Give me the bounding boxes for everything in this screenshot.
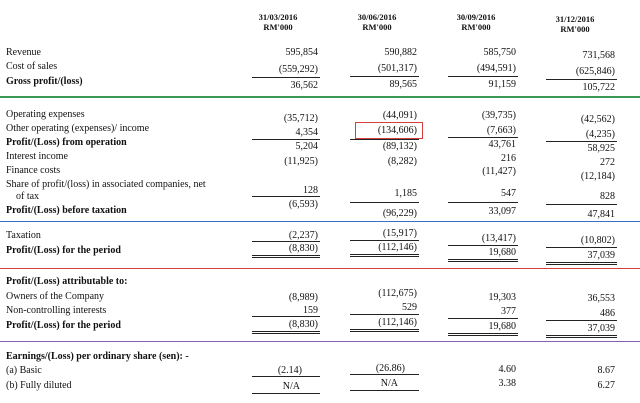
double-underline bbox=[350, 329, 419, 332]
underline bbox=[448, 202, 518, 203]
cell-owners-q1: (8,989) bbox=[288, 292, 318, 303]
cell-cost-of-sales-q3: (494,591) bbox=[476, 63, 516, 74]
underline bbox=[350, 202, 419, 203]
underline bbox=[350, 390, 419, 391]
cell-profit-for-period-2-q3: 19,680 bbox=[488, 321, 516, 332]
row-label-profit-from-operation: Profit/(Loss) from operation bbox=[6, 137, 127, 148]
row-label-share-associates-cont: of tax bbox=[16, 191, 40, 202]
col-header-date: 31/03/2016 bbox=[258, 12, 298, 22]
underline bbox=[350, 314, 419, 315]
cell-interest-income-q3: 216 bbox=[501, 153, 516, 164]
col-header-unit: RM'000 bbox=[461, 22, 491, 32]
section-separator-purple bbox=[0, 341, 640, 342]
cell-profit-before-tax-q3: 33,097 bbox=[488, 206, 516, 217]
cell-taxation-q2: (15,917) bbox=[382, 228, 417, 239]
underline bbox=[252, 196, 320, 197]
double-underline bbox=[546, 262, 617, 265]
row-label-gross-profit: Gross profit/(loss) bbox=[6, 76, 83, 87]
cell-profit-for-period-2-q4: 37,039 bbox=[587, 323, 615, 334]
underline bbox=[546, 141, 617, 142]
double-underline bbox=[350, 254, 419, 257]
cell-profit-for-period-q3: 19,680 bbox=[488, 247, 516, 258]
cell-fully-diluted-q3: 3.38 bbox=[498, 378, 516, 389]
cell-interest-income-q1: (11,925) bbox=[284, 156, 318, 167]
cell-owners-q4: 36,553 bbox=[587, 293, 615, 304]
col-header-unit: RM'000 bbox=[263, 22, 293, 32]
cell-profit-for-period-2-q1: (8,830) bbox=[288, 319, 318, 330]
row-label-profit-for-period-2: Profit/(Loss) for the period bbox=[6, 320, 121, 331]
cell-taxation-q4: (10,802) bbox=[580, 235, 615, 246]
cell-cost-of-sales-q2: (501,317) bbox=[377, 63, 417, 74]
cell-share-associates-q1: 128 bbox=[303, 185, 318, 196]
cell-gross-profit-q4: 105,722 bbox=[582, 82, 615, 93]
cell-basic-q4: 8.67 bbox=[597, 365, 615, 376]
cell-basic-q2: (26.86) bbox=[375, 363, 405, 374]
col-header-3 bbox=[436, 12, 516, 32]
row-label-cost-of-sales: Cost of sales bbox=[6, 61, 58, 72]
cell-gross-profit-q3: 91,159 bbox=[488, 79, 516, 90]
double-underline bbox=[546, 335, 617, 338]
double-underline bbox=[448, 259, 518, 262]
cell-operating-expenses-q4: (42,562) bbox=[580, 114, 615, 125]
row-label-taxation: Taxation bbox=[6, 230, 41, 241]
cell-revenue-q2: 590,882 bbox=[384, 47, 417, 58]
cell-interest-income-q4: 272 bbox=[600, 157, 615, 168]
cell-basic-q1: (2.14) bbox=[277, 365, 302, 376]
cell-share-associates-q3: 547 bbox=[501, 188, 516, 199]
cell-finance-costs-q4: (12,184) bbox=[580, 171, 615, 182]
underline bbox=[350, 240, 419, 241]
underline bbox=[448, 137, 518, 138]
col-header-unit: RM'000 bbox=[560, 24, 590, 34]
cell-other-operating-q4: (4,235) bbox=[585, 129, 615, 140]
cell-revenue-q1: 595,854 bbox=[285, 47, 318, 58]
cell-operating-expenses-q1: (35,712) bbox=[283, 113, 318, 124]
underline bbox=[350, 76, 419, 77]
double-underline bbox=[448, 333, 518, 336]
row-label-profit-for-period: Profit/(Loss) for the period bbox=[6, 245, 121, 256]
cell-revenue-q3: 585,750 bbox=[483, 47, 516, 58]
row-label-operating-expenses: Operating expenses bbox=[6, 109, 85, 120]
cell-profit-before-tax-q2: (96,229) bbox=[382, 208, 417, 219]
cell-profit-before-tax-q4: 47,841 bbox=[587, 209, 615, 220]
cell-fully-diluted-q1: N/A bbox=[282, 381, 300, 392]
cell-fully-diluted-q4: 6.27 bbox=[597, 380, 615, 391]
row-label-non-controlling: Non-controlling interests bbox=[6, 305, 107, 316]
double-underline bbox=[252, 331, 320, 334]
col-header-1 bbox=[238, 12, 318, 32]
underline bbox=[448, 318, 518, 319]
cell-profit-for-period-q2: (112,146) bbox=[378, 242, 417, 253]
cell-profit-from-operation-q1: 5,204 bbox=[295, 141, 318, 152]
row-label-share-associates: Share of profit/(loss) in associated companies, net bbox=[6, 179, 206, 190]
cell-non-controlling-q3: 377 bbox=[501, 306, 516, 317]
section-separator-blue bbox=[0, 221, 640, 222]
row-label-interest-income: Interest income bbox=[6, 151, 68, 162]
underline bbox=[448, 76, 518, 77]
col-header-unit: RM'000 bbox=[362, 22, 392, 32]
cell-revenue-q4: 731,568 bbox=[582, 50, 615, 61]
cell-profit-from-operation-q2: (89,132) bbox=[382, 141, 417, 152]
row-label-basic: (a) Basic bbox=[6, 365, 42, 376]
section-separator-green bbox=[0, 96, 640, 98]
cell-operating-expenses-q3: (39,735) bbox=[481, 110, 516, 121]
cell-cost-of-sales-q4: (625,846) bbox=[575, 66, 615, 77]
underline bbox=[252, 139, 320, 140]
underline bbox=[546, 320, 617, 321]
underline bbox=[252, 393, 320, 394]
row-label-fully-diluted: (b) Fully diluted bbox=[6, 380, 72, 391]
cell-fully-diluted-q2: N/A bbox=[380, 378, 398, 389]
col-header-4 bbox=[535, 14, 615, 34]
underline bbox=[546, 79, 617, 80]
cell-profit-for-period-q1: (8,830) bbox=[288, 243, 318, 254]
cell-cost-of-sales-q1: (559,292) bbox=[278, 64, 318, 75]
cell-non-controlling-q1: 159 bbox=[303, 305, 318, 316]
cell-share-associates-q4: 828 bbox=[600, 191, 615, 202]
cell-gross-profit-q2: 89,565 bbox=[389, 79, 417, 90]
underline bbox=[252, 316, 320, 317]
col-header-date: 30/06/2016 bbox=[357, 12, 397, 22]
col-header-date: 30/09/2016 bbox=[456, 12, 496, 22]
row-label-revenue: Revenue bbox=[6, 47, 41, 58]
cell-gross-profit-q1: 36,562 bbox=[290, 80, 318, 91]
underline bbox=[546, 204, 617, 205]
cell-interest-income-q2: (8,282) bbox=[387, 156, 417, 167]
cell-profit-from-operation-q4: 58,925 bbox=[587, 143, 615, 154]
col-header-2 bbox=[337, 12, 417, 32]
cell-profit-for-period-q4: 37,039 bbox=[587, 250, 615, 261]
underline bbox=[252, 376, 320, 377]
cell-operating-expenses-q2: (44,091) bbox=[382, 110, 417, 121]
underline bbox=[546, 247, 617, 248]
underline bbox=[350, 374, 419, 375]
underline bbox=[350, 139, 419, 140]
col-header-date: 31/12/2016 bbox=[555, 14, 595, 24]
section-heading-attributable: Profit/(Loss) attributable to: bbox=[6, 276, 128, 287]
double-underline bbox=[252, 255, 320, 258]
section-heading-eps: Earnings/(Loss) per ordinary share (sen): - bbox=[6, 351, 189, 362]
cell-non-controlling-q2: 529 bbox=[402, 302, 417, 313]
cell-non-controlling-q4: 486 bbox=[600, 308, 615, 319]
cell-profit-from-operation-q3: 43,761 bbox=[488, 139, 516, 150]
row-label-other-operating: Other operating (expenses)/ income bbox=[6, 123, 150, 134]
row-label-profit-before-tax: Profit/(Loss) before taxation bbox=[6, 205, 127, 216]
row-label-finance-costs: Finance costs bbox=[6, 165, 61, 176]
cell-owners-q3: 19,303 bbox=[488, 292, 516, 303]
cell-other-operating-q1: 4,354 bbox=[295, 127, 318, 138]
cell-basic-q3: 4.60 bbox=[498, 364, 516, 375]
underline bbox=[448, 245, 518, 246]
cell-profit-for-period-2-q2: (112,146) bbox=[378, 317, 417, 328]
cell-share-associates-q2: 1,185 bbox=[394, 188, 417, 199]
cell-owners-q2: (112,675) bbox=[378, 288, 417, 299]
cell-profit-before-tax-q1: (6,593) bbox=[288, 199, 318, 210]
cell-taxation-q3: (13,417) bbox=[481, 233, 516, 244]
cell-finance-costs-q3: (11,427) bbox=[482, 166, 516, 177]
cell-taxation-q1: (2,237) bbox=[288, 230, 318, 241]
cell-other-operating-q2: (134,606) bbox=[377, 125, 417, 136]
row-label-owners: Owners of the Company bbox=[6, 291, 105, 302]
section-separator-red bbox=[0, 268, 640, 269]
cell-other-operating-q3: (7,663) bbox=[486, 125, 516, 136]
underline bbox=[252, 77, 320, 78]
underline bbox=[252, 241, 320, 242]
